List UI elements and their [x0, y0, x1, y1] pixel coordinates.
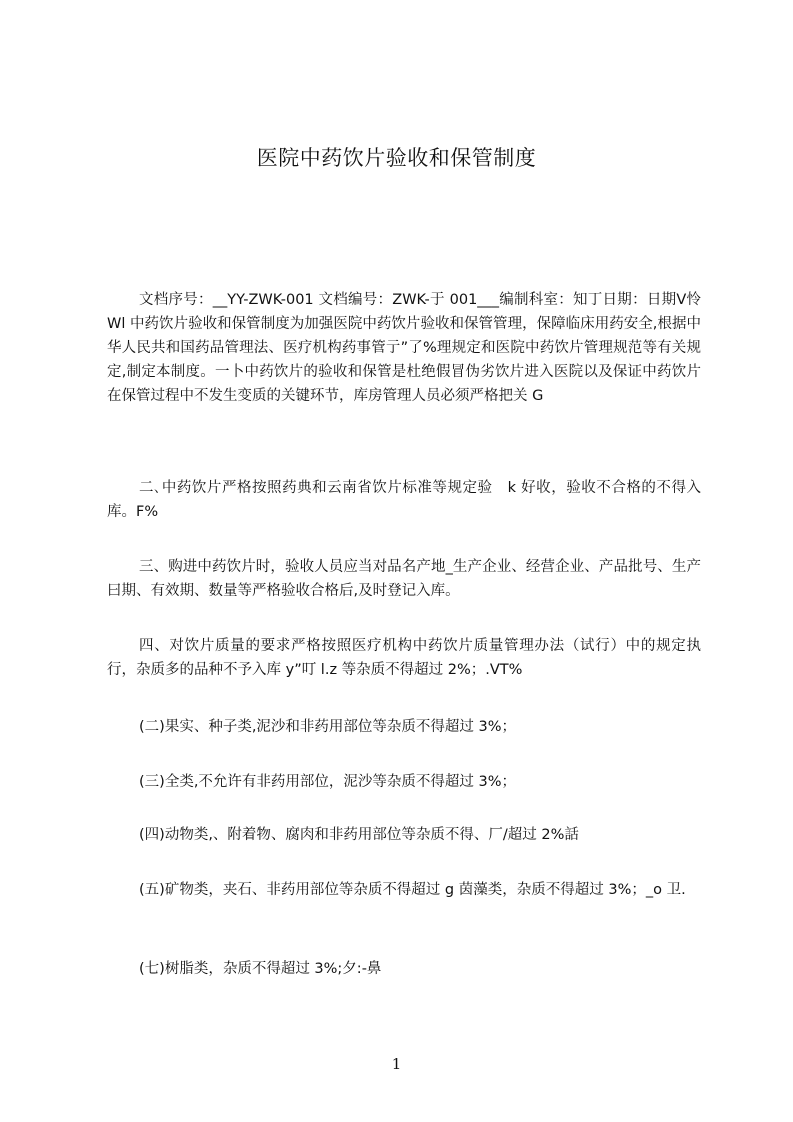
- paragraph-section-2: 二､中药饮片严格按照药典和云南省饮片标准等规定验 k 好收，验收不合格的不得入库。F%: [107, 480, 701, 520]
- paragraph-item-3: (三)全类,不允许有非药用部位，泥沙等杂质不得超过 3%；: [139, 774, 517, 790]
- paragraph-item-4: (四)动物类,、附着物、腐肉和非药用部位等杂质不得、厂/超过 2%話: [139, 827, 579, 843]
- paragraph-header-intro: 文档序号：__YY-ZWK-001 文档编号：ZWK-于 001___编制科室：知丁日期：日期Ⅴ怜 Wl 中药饮片验收和保管制度为加强医院中药饮片验收和保管管理，保障临床用药安全,根据中华人民共和国药品管理法、医疗机构药事管亍”了%理规定和医院中药饮片管理规范等有关规定,制定本制度。一卜中药饮片的验收和保管是杜绝假冒伪劣饮片进入医院以及保证中药饮片在保管过程中不发生变质的关键环节，库房管理人员必须严格把关 G: [107, 292, 701, 404]
- page-number: 1: [391, 1055, 402, 1073]
- paragraph-section-4: 四、对饮片质量的要求严格按照医疗机构中药饮片质量管理办法（试行）中的规定执行，杂质多的品种不予入库 y”叮 l.z 等杂质不得超过 2%；.VT%: [107, 638, 701, 678]
- paragraph-item-2: (二)果实、种子类,泥沙和非药用部位等杂质不得超过 3%；: [139, 719, 517, 735]
- paragraph-section-3: 三、购进中药饮片时，验收人员应当对品名产地_生产企业、经营企业、产品批号、生产曰期、有效期、数量等严格验收合格后,及时登记入库。: [107, 559, 701, 599]
- page-title: 医院中药饮片验收和保管制度: [256, 146, 537, 170]
- paragraph-item-5: (五)矿物类，夹石、非药用部位等杂质不得超过 g 茵藻类，杂质不得超过 3%；_o 卫.: [139, 882, 686, 898]
- paragraph-item-7: (七)树脂类，杂质不得超过 3%;夕:-鼻: [139, 961, 382, 977]
